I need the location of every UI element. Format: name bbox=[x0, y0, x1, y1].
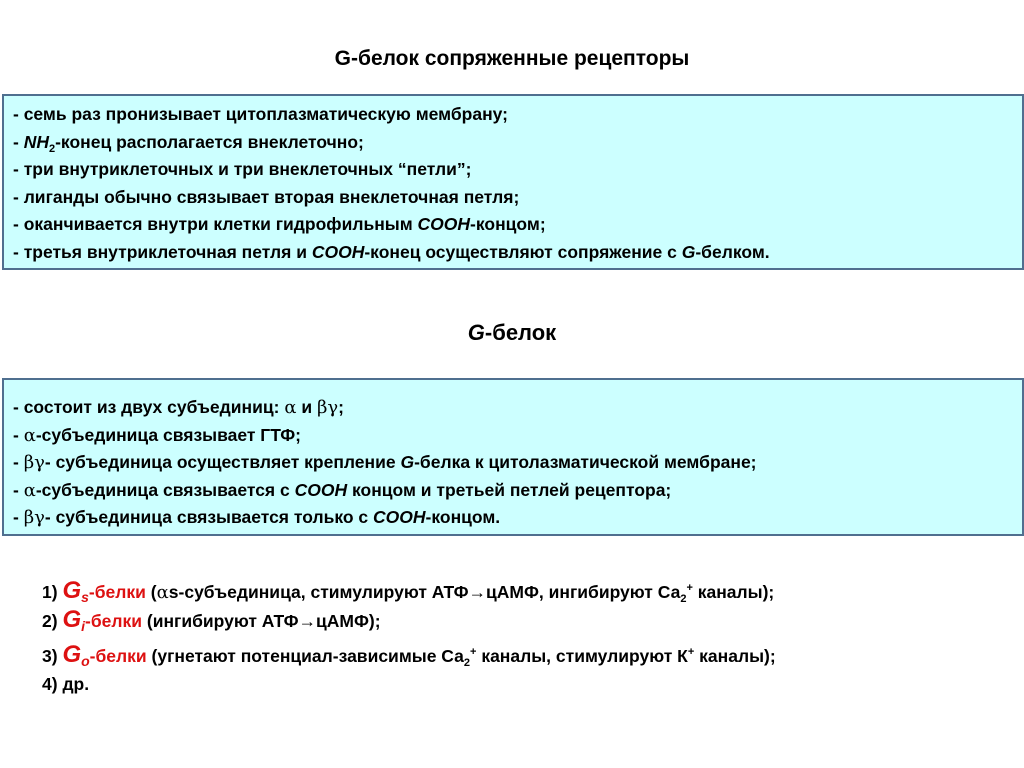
g-protein-feature-1: - состоит из двух субъединиц: α и βγ; bbox=[13, 397, 344, 418]
receptor-feature-4: - лиганды обычно связывает вторая внеклеточная петля; bbox=[13, 186, 520, 207]
receptor-features-box bbox=[2, 94, 1024, 270]
g-protein-heading: G-белок bbox=[467, 320, 557, 345]
g-protein-feature-5: - βγ- субъединица связывается только с СООН-концом. bbox=[13, 507, 501, 528]
g-protein-features-box bbox=[2, 378, 1024, 536]
g-protein-feature-3: - βγ- субъединица осуществляет крепление G-белка к цитолазматической мембране; bbox=[13, 452, 757, 473]
receptor-feature-1: - семь раз пронизывает цитоплазматическую мембрану; bbox=[13, 104, 509, 124]
type-item-other: 4) др. bbox=[42, 674, 90, 694]
type-item-gi: 2) $G_i$-белки (ингибируют АТФ→цАМФ); bbox=[42, 606, 381, 634]
g-protein-types-list bbox=[42, 572, 776, 700]
receptor-feature-5: - оканчивается внутри клетки гидрофильным СООН-концом; bbox=[13, 214, 546, 234]
receptor-feature-6: - третья внутриклеточная петля и СООН-конец осуществляют сопряжение с G-белком. bbox=[13, 241, 770, 262]
receptor-feature-2: - $NH_2$-конец располагается внеклеточно; bbox=[13, 131, 364, 155]
type-item-go: 3) $G_o$-белки (угнетают потенциал-зависимые $Са_2^+$ каналы, стимулируют К+ каналы); bbox=[42, 641, 776, 669]
page-title: G-белок сопряженные рецепторы bbox=[334, 47, 690, 70]
receptor-feature-3: - три внутриклеточных и три внеклеточных “петли”; bbox=[13, 159, 472, 179]
g-protein-feature-4: - α-субъединица связывается с СООН концом и третьей петлей рецептора; bbox=[13, 479, 672, 501]
g-protein-feature-2: - α-субъединица связывает ГТФ; bbox=[13, 424, 301, 446]
type-item-gs: 1) $G_s$-белки (αs-субъединица, стимулируют АТФ→цАМФ, ингибируют $Са_2^+$ каналы); bbox=[42, 577, 775, 605]
